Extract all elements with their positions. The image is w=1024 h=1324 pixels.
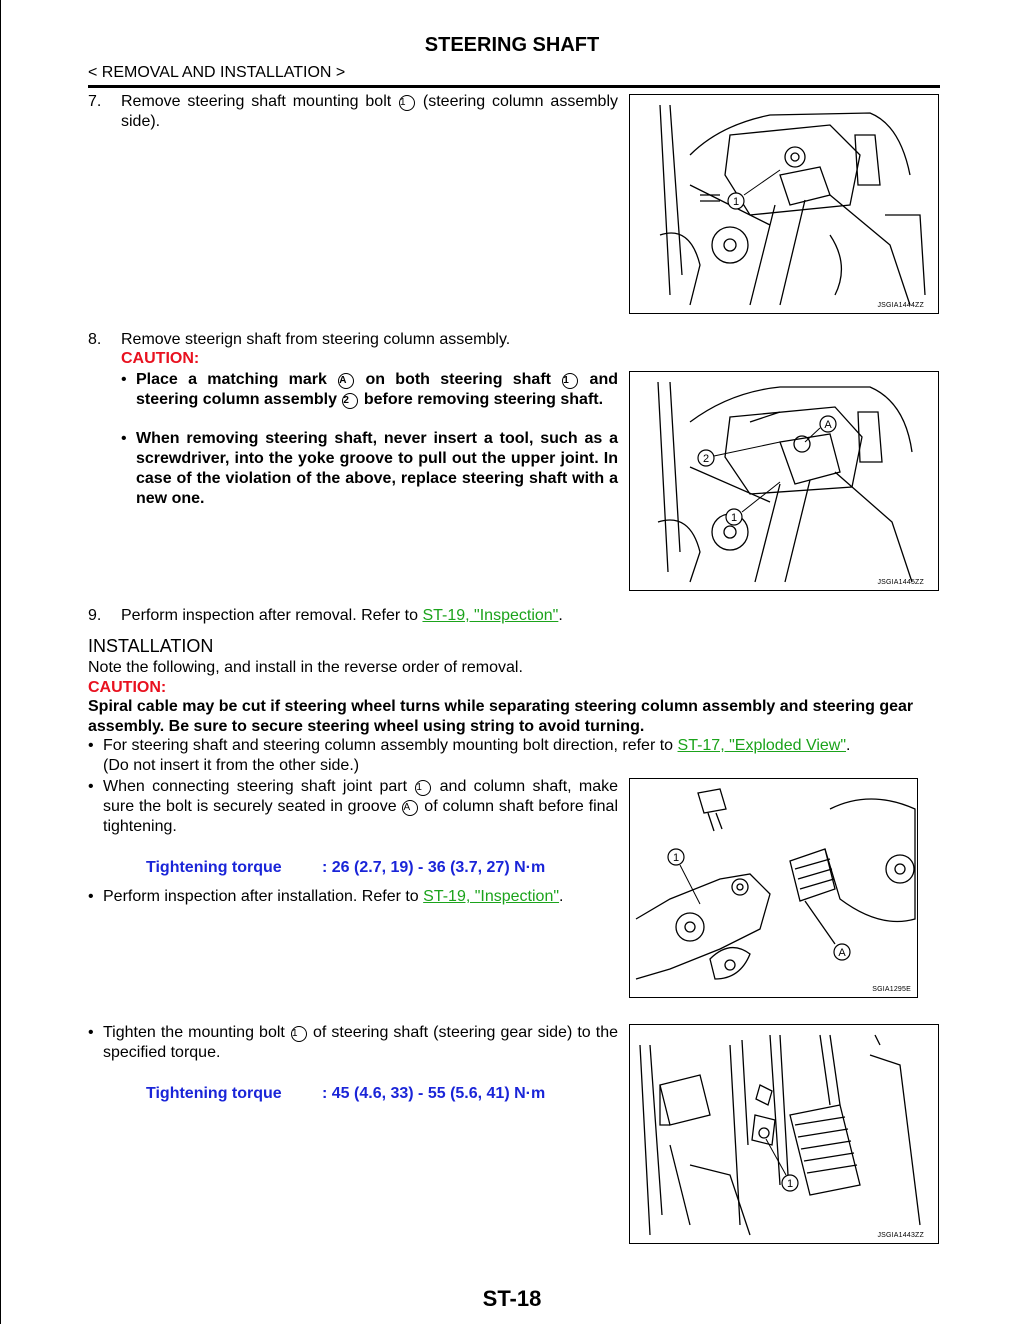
figure-3-joint-groove xyxy=(629,778,918,998)
callout-A-marker: A xyxy=(338,373,354,389)
figure-3-drawing xyxy=(630,779,917,997)
callout-1-marker: 1 xyxy=(415,780,431,796)
b1-c: and steering column assembly xyxy=(136,371,618,408)
step-7-pre: Remove steering shaft mounting bolt xyxy=(121,93,392,110)
step-7-post: (steering column assembly side). xyxy=(121,93,619,130)
figure-1-caption: JSGIA1444ZZ xyxy=(877,302,924,309)
figure-2-callout-1: 1 xyxy=(730,512,738,524)
page-number: ST-18 xyxy=(482,1286,542,1311)
figure-2-callout-2: 2 xyxy=(702,453,710,465)
figure-2-caption: JSGIA1445ZZ xyxy=(877,579,924,586)
step-8-caution-bullet-1 xyxy=(136,370,618,410)
figure-4-caption: JSGIA1443ZZ xyxy=(877,1232,924,1239)
figure-2-matching-mark xyxy=(629,371,939,591)
i4-b: of steering shaft (steering gear side) to the specified torque. xyxy=(103,1024,619,1061)
callout-1-marker: 1 xyxy=(399,95,415,111)
step-9-post: . xyxy=(558,607,563,624)
link-st19-inspection[interactable]: ST-19, "Inspection" xyxy=(423,888,560,905)
page-title: STEERING SHAFT xyxy=(424,34,600,56)
torque-2-label: Tightening torque xyxy=(146,1085,282,1102)
bullet-dot: • xyxy=(121,430,127,447)
bullet-dot: • xyxy=(88,737,94,754)
figure-4-gear-side-bolt xyxy=(629,1024,939,1244)
torque-1-label: Tightening torque xyxy=(146,859,282,876)
b1-a: Place a matching mark xyxy=(136,371,327,388)
i1-pre: For steering shaft and steering column assembly mounting bolt direction, refer to xyxy=(103,737,674,754)
installation-heading: INSTALLATION xyxy=(88,636,214,656)
i1-post: . xyxy=(846,737,851,754)
figure-4-drawing xyxy=(630,1025,938,1243)
callout-A-marker: A xyxy=(402,800,418,816)
installation-item-1-note: (Do not insert it from the other side.) xyxy=(103,757,360,774)
installation-item-1 xyxy=(103,736,943,756)
figure-2-drawing xyxy=(630,372,938,590)
i3-post: . xyxy=(559,888,564,905)
figure-1-drawing xyxy=(630,95,938,313)
i2-a: When connecting steering shaft joint part xyxy=(103,778,408,795)
step-9-pre: Perform inspection after removal. Refer to xyxy=(121,607,419,624)
b1-d: before removing steering shaft. xyxy=(363,391,604,408)
figure-3-caption: SGIA1295E xyxy=(872,986,911,993)
figure-1-callout-1: 1 xyxy=(732,196,740,208)
section-heading: < REMOVAL AND INSTALLATION > xyxy=(88,64,346,81)
installation-note: Note the following, and install in the reverse order of removal. xyxy=(88,659,523,676)
step-8-text: Remove steerign shaft from steering column assembly. xyxy=(121,331,511,348)
page-left-border xyxy=(0,0,1,1324)
i4-a: Tighten the mounting bolt xyxy=(103,1024,285,1041)
torque-2-value: : 45 (4.6, 33) - 55 (5.6, 41) N·m xyxy=(322,1085,546,1102)
installation-item-4 xyxy=(103,1023,618,1063)
step-8-caution-bullet-2: When removing steering shaft, never insert a tool, such as a screwdriver, into the yoke groove to pull out the upper joint. In case of the violation of the above, replace steering shaft with a new one. xyxy=(136,430,618,507)
figure-4-callout-1: 1 xyxy=(786,1178,794,1190)
figure-3-callout-A: A xyxy=(838,947,846,959)
callout-1-marker: 1 xyxy=(562,373,578,389)
figure-2-callout-A: A xyxy=(824,419,832,431)
bullet-dot: • xyxy=(88,778,94,795)
b1-b: on both steering shaft xyxy=(365,371,551,388)
callout-2-marker: 2 xyxy=(342,393,358,409)
step-7-text xyxy=(121,92,618,132)
bullet-dot: • xyxy=(121,371,127,388)
step-8-caution-label: CAUTION: xyxy=(121,350,200,367)
bullet-dot: • xyxy=(88,1024,94,1041)
step-7-number: 7. xyxy=(88,93,102,110)
i2-b: and column shaft, make sure the bolt is securely seated in groove xyxy=(103,778,618,815)
step-9-number: 9. xyxy=(88,607,102,624)
installation-item-3 xyxy=(103,887,623,907)
torque-1-value: : 26 (2.7, 19) - 36 (3.7, 27) N·m xyxy=(322,859,546,876)
step-8-number: 8. xyxy=(88,331,102,348)
installation-item-2 xyxy=(103,777,618,837)
link-st17-exploded-view[interactable]: ST-17, "Exploded View" xyxy=(677,737,847,754)
i2-c: of column shaft before final tightening. xyxy=(103,798,618,835)
callout-1-marker: 1 xyxy=(291,1026,307,1042)
figure-3-callout-1: 1 xyxy=(672,852,680,864)
installation-caution-text: Spiral cable may be cut if steering wheel turns while separating steering column assembly and steering gear assembly. Be sure to secure steering wheel using string to avoid turning. xyxy=(88,698,914,735)
figure-1-steering-column-bolt xyxy=(629,94,939,314)
installation-caution-label: CAUTION: xyxy=(88,679,167,696)
i3-pre: Perform inspection after installation. Refer to xyxy=(103,888,419,905)
bullet-dot: • xyxy=(88,888,94,905)
step-9-text xyxy=(121,606,621,626)
header-rule xyxy=(88,85,940,88)
link-st19-inspection[interactable]: ST-19, "Inspection" xyxy=(422,607,559,624)
